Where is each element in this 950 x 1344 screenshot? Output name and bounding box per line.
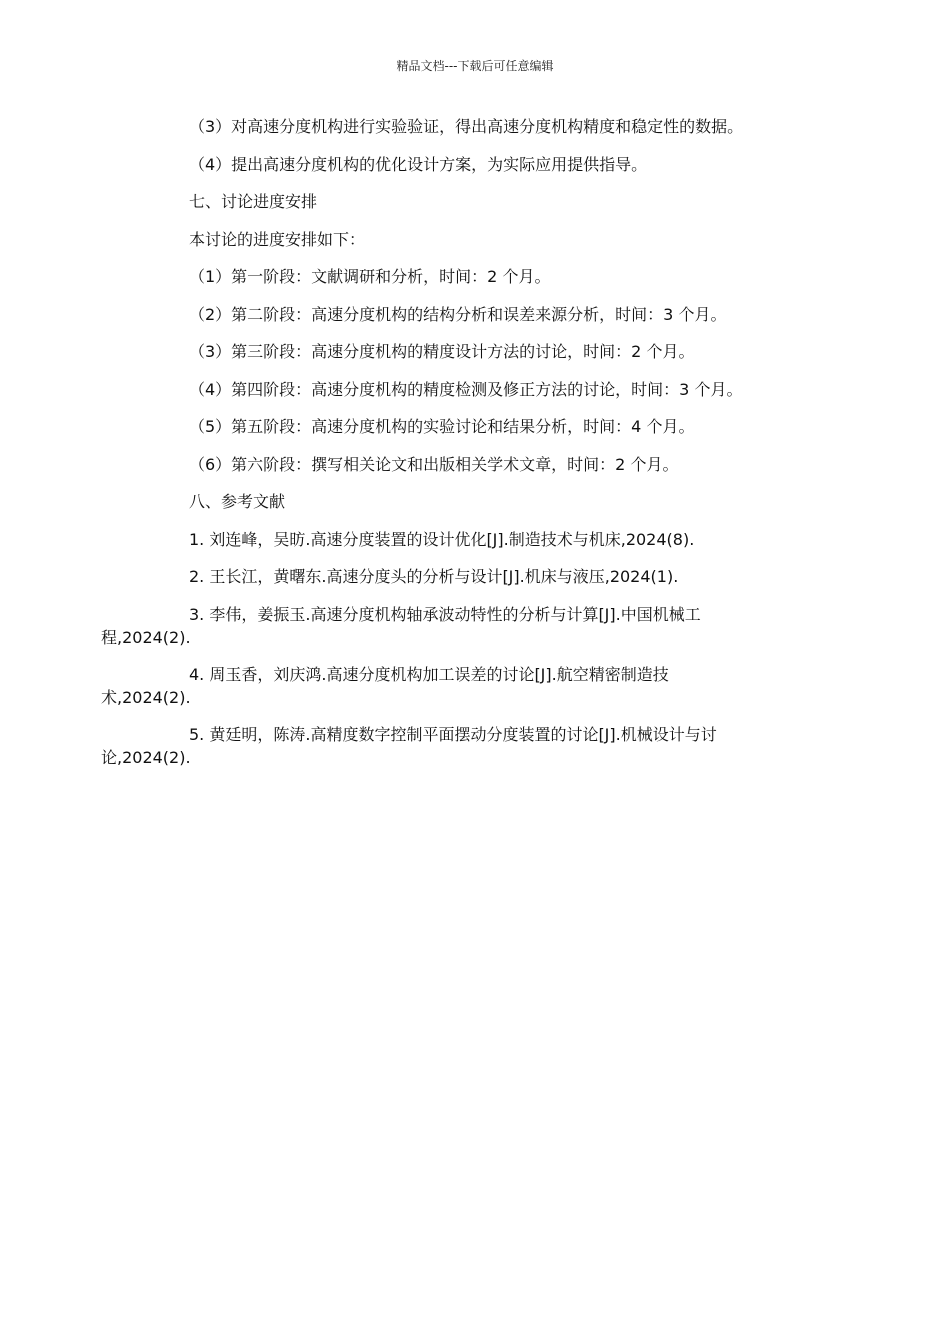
reference-5-line-2: 论,2024(2). (101, 747, 191, 767)
document-body (101, 115, 795, 783)
reference-4-line-2: 术,2024(2). (101, 687, 191, 707)
reference-4-line-1: 4. 周玉香，刘庆鸿.高速分度机构加工误差的讨论[J].航空精密制造技 (189, 664, 669, 684)
schedule-stage-2: （2）第二阶段：高速分度机构的结构分析和误差来源分析，时间：3 个月。 (189, 304, 727, 324)
section-heading-references: 八、参考文献 (189, 492, 286, 511)
schedule-stage-5: （5）第五阶段：高速分度机构的实验讨论和结果分析，时间：4 个月。 (189, 417, 695, 436)
schedule-stage-1: （1）第一阶段：文献调研和分析，时间：2 个月。 (189, 267, 551, 286)
reference-5 (101, 723, 795, 769)
reference-2: 2. 王长江，黄曙东.高速分度头的分析与设计[J].机床与液压,2024(1). (189, 567, 679, 586)
objective-item-3: （3）对高速分度机构进行实验验证，得出高速分度机构精度和稳定性的数据。 (189, 117, 744, 136)
section-heading-schedule: 七、讨论进度安排 (189, 192, 318, 211)
reference-3 (101, 603, 795, 649)
reference-3-line-1: 3. 李伟，姜振玉.高速分度机构轴承波动特性的分析与计算[J].中国机械工 (189, 604, 701, 624)
schedule-stage-6: （6）第六阶段：撰写相关论文和出版相关学术文章，时间：2 个月。 (189, 454, 679, 474)
schedule-stage-3: （3）第三阶段：高速分度机构的精度设计方法的讨论，时间：2 个月。 (189, 342, 695, 361)
reference-4 (101, 663, 795, 709)
objective-item-4: （4）提出高速分度机构的优化设计方案，为实际应用提供指导。 (189, 154, 648, 174)
reference-5-line-1: 5. 黄廷明，陈涛.高精度数字控制平面摆动分度装置的讨论[J].机械设计与讨 (189, 724, 717, 744)
reference-1: 1. 刘连峰，吴昉.高速分度装置的设计优化[J].制造技术与机床,2024(8). (189, 529, 695, 549)
page-header: 精品文档---下载后可任意编辑 (396, 59, 554, 73)
schedule-stage-4: （4）第四阶段：高速分度机构的精度检测及修正方法的讨论，时间：3 个月。 (189, 379, 743, 399)
reference-3-line-2: 程,2024(2). (101, 627, 191, 647)
schedule-intro: 本讨论的进度安排如下： (189, 229, 366, 249)
